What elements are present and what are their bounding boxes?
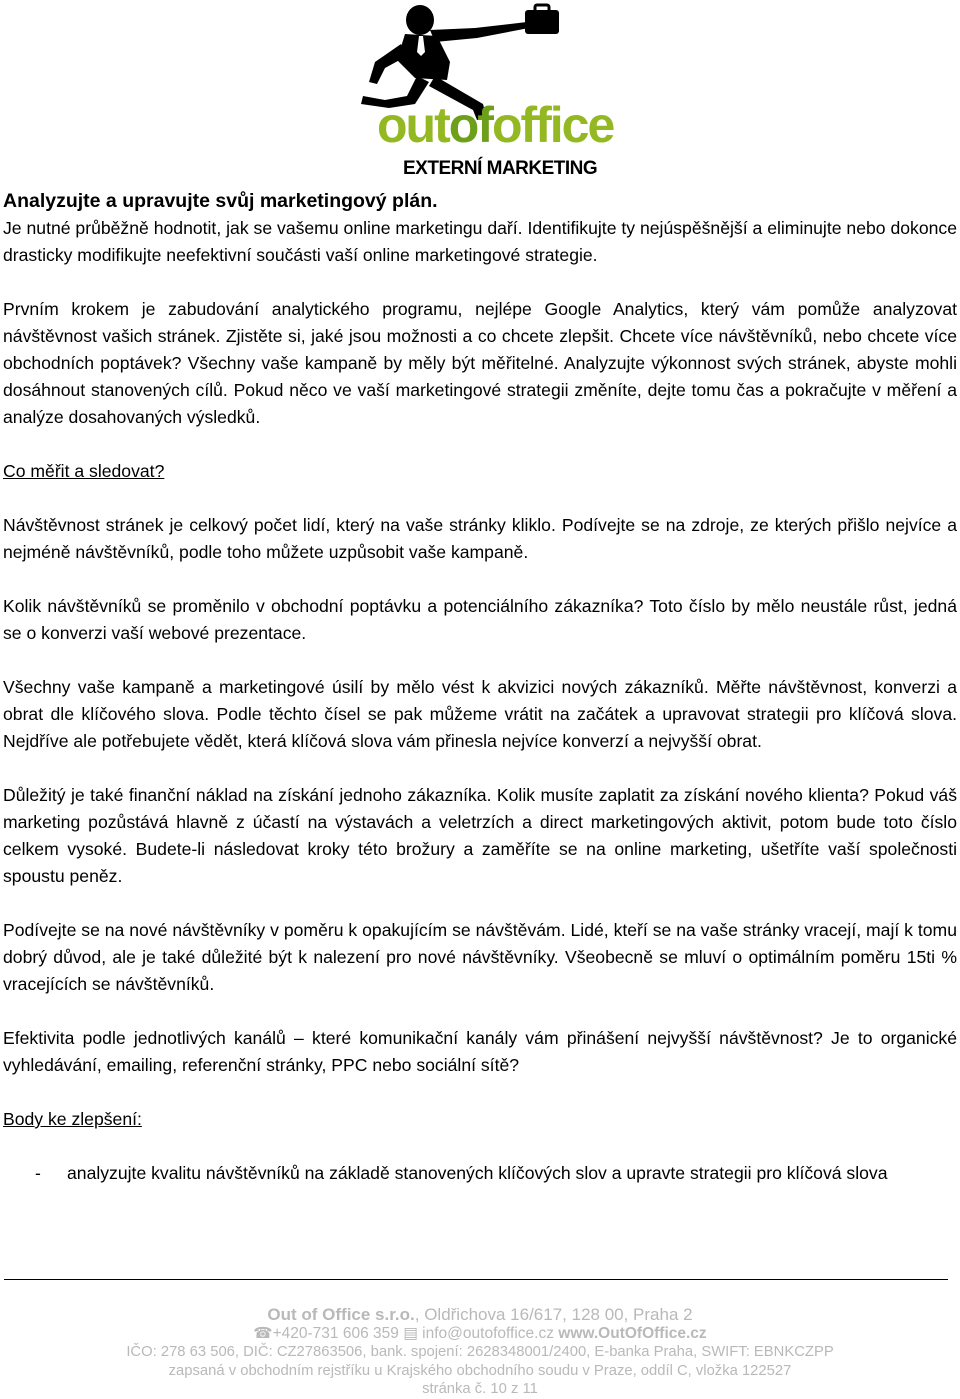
page-footer	[0, 1306, 960, 1399]
list-bullet: -	[35, 1163, 41, 1183]
footer-divider	[4, 1279, 948, 1280]
footer-company-line	[0, 1306, 960, 1325]
section-heading-measure: Co měřit a sledovat?	[3, 461, 165, 481]
footer-email[interactable]: info@outofoffice.cz	[422, 1324, 554, 1342]
company-logo	[355, 0, 614, 185]
measure-paragraph: Návštěvnost stránek je celkový počet lidí, který na vaše stránky kliklo. Podívejte se na zdroje, ze kterých přišlo nejvíce a nejméně návštěvníků, podle toho můžete uzpůsobit vaše kampaně.	[3, 515, 957, 562]
footer-contact-line	[0, 1325, 960, 1344]
footer-web[interactable]: www.OutOfOffice.cz	[558, 1324, 707, 1342]
list-item	[3, 1160, 957, 1187]
measure-paragraph: Efektivita podle jednotlivých kanálů – které komunikační kanály vám přinášení nejvyšší návštěvnost? Je to organické vyhledávání, emailing, referenční stránky, PPC nebo sociální sítě?	[3, 1028, 957, 1075]
measure-paragraph: Podívejte se na nové návštěvníky v poměru k opakujícím se návštěvám. Lidé, kteří se na vaše stránky vracejí, mají k tomu dobrý důvod, ale je také důležité být k nalezení pro nové návštěvníky. Všeobecně se mluví o optimálním poměru 15ti % vracejících se návštěvníků.	[3, 920, 957, 994]
footer-court: zapsaná v obchodním rejstříku u Krajského obchodního soudu v Praze, oddíl C, vložka 122527	[168, 1362, 792, 1379]
section-heading-improve: Body ke zlepšení:	[3, 1109, 142, 1129]
logo-wordmark: outofoffice	[377, 97, 614, 153]
footer-phone: +420-731 606 359	[272, 1324, 399, 1342]
page-number: stránka č. 10 z 11	[422, 1381, 538, 1397]
footer-address: , Oldřichova 16/617, 128 00, Praha 2	[414, 1305, 693, 1324]
document-body	[3, 188, 957, 1187]
measure-paragraph: Kolik návštěvníků se proměnilo v obchodní poptávku a potenciálního zákazníka? Toto číslo by mělo neustále růst, jedná se o konverzi vaší webové prezentace.	[3, 596, 957, 643]
footer-company: Out of Office s.r.o.	[267, 1305, 415, 1324]
measure-paragraph: Důležitý je také finanční náklad na získání jednoho zákazníka. Kolik musíte zaplatit za získání nového klienta? Pokud váš marketing pozůstává hlavně z účastí na výstavách a veletrzích a direct marketingových aktivit, potom bude toto číslo celkem vysoké. Budete-li následovat kroky této brožury a zaměříte se na online marketing, ušetříte vaší společnosti spoustu peněz.	[3, 785, 957, 886]
list-item-text: analyzujte kvalitu návštěvníků na základě stanovených klíčových slov a upravte strategii pro klíčová slova	[67, 1163, 888, 1183]
measure-paragraph: Všechny vaše kampaně a marketingové úsilí by mělo vést k akvizici nových zákazníků. Měřte návštěvnost, konverzi a obrat dle klíčového slova. Podle těchto čísel se pak můžeme vrátit na začátek a upravovat strategii pro klíčová slova. Nejdříve ale potřebujete vědět, která klíčová slova vám přinesla nejvíce konverzí a nejvyšší obrat.	[3, 677, 957, 751]
analytics-paragraph: Prvním krokem je zabudování analytického programu, nejlépe Google Analytics, který vám pomůže analyzovat návštěvnost vašich stránek. Zjistěte si, jaké jsou možnosti a co chcete zlepšit. Chcete více návštěvníků, nebo chcete více obchodních poptávek? Všechny vaše kampaně by měly být měřitelné. Analyzujte výkonnost svých stránek, abyste mohli dosáhnout stanovených cílů. Pokud něco ve vaší marketingové strategii změníte, dejte tomu čas a pokračujte v měření a analýze dosahovaných výsledků.	[3, 299, 957, 427]
email-icon: ▤	[403, 1324, 418, 1342]
logo-tagline: EXTERNÍ MARKETING	[403, 158, 598, 179]
intro-paragraph: Je nutné průběžně hodnotit, jak se vašemu online marketingu daří. Identifikujte ty nejúspěšnější a eliminujte nebo dokonce drasticky modifikujte neefektivní součásti vaší online marketingové strategie.	[3, 218, 957, 265]
phone-icon: ☎	[253, 1324, 273, 1342]
page-title: Analyzujte a upravujte svůj marketingový plán.	[3, 190, 438, 212]
footer-registry: IČO: 278 63 506, DIČ: CZ27863506, bank. spojení: 2628348001/2400, E-banka Praha, SWIFT: EBNKCZPP	[126, 1344, 834, 1360]
